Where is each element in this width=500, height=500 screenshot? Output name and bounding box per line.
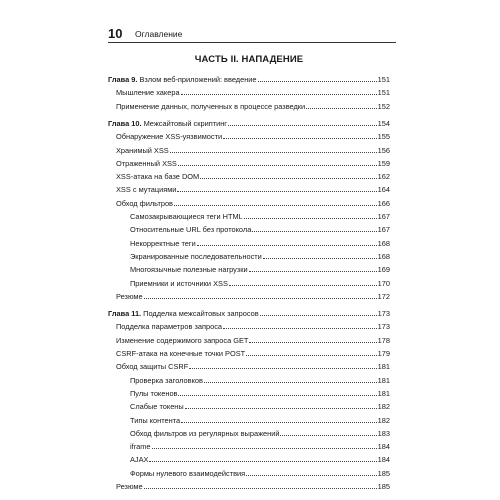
toc-subsection-entry — [108, 440, 390, 451]
toc-page-number: 167 — [377, 225, 390, 235]
toc-subsection-entry — [108, 263, 390, 274]
toc-entry-title — [116, 185, 176, 194]
toc-entry-title — [130, 469, 245, 478]
part-title: ЧАСТЬ II. НАПАДЕНИЕ — [194, 54, 304, 65]
toc-page-number: 181 — [377, 388, 390, 398]
dot-leader — [178, 395, 376, 396]
dot-leader — [197, 245, 377, 246]
toc-entry-text: Обнаружение XSS-уязвимости — [116, 132, 223, 142]
toc-entry-text: Отраженный XSS — [116, 158, 177, 168]
toc-entry-title — [108, 309, 259, 318]
dot-leader — [181, 94, 377, 95]
toc-entry-title — [116, 132, 222, 141]
toc-entry-title — [130, 389, 177, 398]
toc-page-number: 172 — [377, 291, 390, 301]
toc-subsection-entry — [108, 374, 390, 385]
toc-page-number: 151 — [377, 75, 390, 84]
toc-page-number: 169 — [377, 265, 390, 275]
toc-page-number: 178 — [377, 335, 390, 345]
dot-leader — [204, 382, 377, 383]
dot-leader — [144, 488, 377, 489]
toc-page-number: 184 — [377, 442, 390, 452]
toc-entry-text: Приемники и источники XSS — [130, 278, 228, 288]
toc-subsection-entry — [108, 427, 390, 438]
toc-entry-text: Пулы токенов — [130, 388, 178, 398]
toc-page-number: 168 — [377, 251, 390, 261]
toc-subsection-entry — [108, 277, 390, 288]
dot-leader — [178, 165, 377, 166]
toc-entry-title — [108, 75, 257, 84]
toc-page-number: 154 — [377, 118, 390, 128]
toc-page-number: 168 — [377, 238, 390, 248]
dot-leader — [246, 355, 376, 356]
toc-page-number: 159 — [377, 158, 390, 168]
toc-page-number: 184 — [377, 455, 390, 465]
toc-section-entry — [108, 144, 390, 155]
toc-entry-text: Изменение содержимого запроса GET — [116, 335, 249, 345]
toc-entry-title — [130, 402, 184, 411]
toc-subsection-entry — [108, 250, 390, 261]
toc-section-entry — [108, 197, 390, 208]
toc-section-entry — [108, 170, 390, 181]
dot-leader — [244, 218, 377, 219]
toc-entry-text: Резюме — [116, 482, 143, 491]
toc-entry-text: AJAX — [130, 455, 149, 465]
toc-chapter-entry — [108, 73, 390, 84]
toc-page-number: 173 — [377, 309, 390, 319]
toc-entry-title — [116, 88, 180, 97]
toc-page-number: 170 — [377, 278, 390, 288]
toc-page-number: 156 — [377, 145, 390, 155]
toc-entry-title — [130, 279, 228, 288]
running-header — [108, 27, 396, 43]
toc-entry-text: Резюме — [116, 291, 143, 301]
toc-page-number: 151 — [377, 88, 390, 98]
toc-page-number: 162 — [377, 172, 390, 182]
dot-leader — [306, 108, 376, 109]
toc-entry-text: Слабые токены — [130, 402, 184, 412]
toc-page-number: 181 — [377, 375, 390, 385]
toc-subsection-entry — [108, 223, 390, 234]
running-header-title: Оглавление — [135, 29, 183, 39]
toc-page-number: 185 — [377, 468, 390, 478]
toc-chapter-entry — [108, 307, 390, 318]
toc-entry-text: CSRF-атака на конечные точки POST — [116, 349, 246, 358]
toc-page-number: 166 — [377, 198, 390, 208]
toc-entry-title — [116, 322, 222, 331]
toc-subsection-entry — [108, 467, 390, 478]
dot-leader — [189, 368, 376, 369]
toc-entry-text: XSS-атака на базе DOM — [116, 172, 200, 182]
toc-subsection-entry — [108, 400, 390, 411]
dot-leader — [280, 435, 376, 436]
dot-leader — [144, 298, 377, 299]
toc-section-entry — [108, 183, 390, 194]
toc-section-entry — [108, 320, 390, 331]
toc-entry-text: Хранимый XSS — [116, 145, 169, 155]
toc-section-entry — [108, 360, 390, 371]
toc-page-number: 181 — [377, 362, 390, 372]
toc-page-number: 164 — [377, 185, 390, 195]
toc-chapter-entry — [108, 117, 390, 128]
dot-leader — [152, 448, 377, 449]
toc-subsection-entry — [108, 210, 390, 221]
toc-section-entry — [108, 334, 390, 345]
toc-entry-title — [130, 442, 151, 451]
toc-entry-text: Подделка параметров запроса — [116, 322, 223, 332]
toc-section-entry — [108, 130, 390, 141]
toc-entry-title — [116, 172, 199, 181]
toc-page-number: 182 — [377, 402, 390, 412]
dot-leader — [258, 81, 377, 82]
toc-entry-title — [116, 159, 177, 168]
toc-entry-title — [130, 252, 262, 261]
toc-section-entry — [108, 100, 390, 111]
toc-chapter-label: Глава 9. — [108, 75, 138, 84]
toc-page-number: 179 — [377, 349, 390, 358]
toc-page-number: 183 — [377, 428, 390, 438]
toc-entry-text: Подделка межсайтовых запросов — [141, 309, 259, 319]
toc-page-number: 185 — [377, 482, 390, 491]
toc-subsection-entry — [108, 237, 390, 248]
toc-entry-title — [130, 416, 180, 425]
toc-page-number: 173 — [377, 322, 390, 332]
toc-entry-text: Многоязычные полезные нагрузки — [130, 265, 248, 275]
toc-entry-title — [116, 482, 143, 491]
toc-section-entry — [108, 86, 390, 97]
toc-page-number: 182 — [377, 415, 390, 425]
toc-page-number: 167 — [377, 212, 390, 221]
toc-page-number: 155 — [377, 132, 390, 142]
toc-entry-title — [108, 119, 227, 128]
dot-leader — [181, 422, 377, 423]
toc-page-number: 152 — [377, 101, 390, 111]
toc-entry-title — [130, 376, 203, 385]
toc-entry-text: Формы нулевого взаимодействия — [130, 468, 246, 478]
toc-entry-title — [130, 265, 248, 274]
header-divider — [108, 42, 396, 43]
toc-section-entry — [108, 347, 390, 358]
toc-entry-text: Межсайтовый скриптинг — [141, 118, 228, 128]
toc-entry-title — [130, 225, 251, 234]
dot-leader — [149, 461, 376, 462]
toc-subsection-entry — [108, 453, 390, 464]
toc-subsection-entry — [108, 414, 390, 425]
toc-entry-text: Экранированные последовательности — [130, 251, 262, 261]
dot-leader — [223, 328, 377, 329]
dot-leader — [249, 271, 377, 272]
toc-entry-title — [130, 429, 279, 438]
toc-entry-text: Типы контента — [130, 415, 181, 425]
toc-entry-title — [116, 362, 188, 371]
toc-chapter-label: Глава 10. — [108, 118, 142, 128]
toc-entry-text: Проверка заголовков — [130, 375, 203, 385]
toc-entry-title — [116, 199, 173, 208]
toc-section-entry — [108, 157, 390, 168]
toc-subsection-entry — [108, 387, 390, 398]
dot-leader — [185, 408, 377, 409]
toc-entry-text: Относительные URL без протокола — [130, 225, 252, 235]
dot-leader — [249, 342, 376, 343]
toc-entry-title — [130, 455, 148, 464]
toc-entry-text: Взлом веб-приложений: введение — [137, 75, 257, 84]
toc-entry-title — [116, 146, 169, 155]
toc-entry-title — [130, 239, 196, 248]
toc-entry-title — [130, 212, 243, 221]
toc-entry-text: Обход фильтров из регулярных выражений — [130, 428, 280, 438]
toc-entry-text: XSS с мутациями — [116, 185, 177, 195]
dot-leader — [252, 231, 376, 232]
toc-entry-title — [116, 349, 245, 358]
toc-entry-text: Обход защиты CSRF — [116, 362, 189, 372]
toc-chapter-label: Глава 11. — [108, 309, 142, 319]
toc-entry-title — [116, 336, 248, 345]
toc-entry-title — [116, 102, 305, 111]
toc-entry-text: Самозакрывающиеся теги HTML — [130, 212, 243, 221]
dot-leader — [177, 191, 376, 192]
dot-leader — [200, 178, 376, 179]
toc-entry-text: Обход фильтров — [116, 198, 173, 208]
toc-entry-title — [116, 292, 143, 301]
dot-leader — [260, 315, 377, 316]
toc-section-entry — [108, 290, 390, 301]
toc-entry-text: Мышление хакера — [116, 88, 180, 98]
dot-leader — [170, 152, 377, 153]
dot-leader — [246, 475, 376, 476]
dot-leader — [174, 205, 377, 206]
toc-entry-text: Применение данных, полученных в процессе разведки — [116, 101, 306, 111]
dot-leader — [229, 285, 377, 286]
toc-entry-text: iframe — [130, 442, 151, 452]
page-number: 10 — [108, 26, 123, 41]
dot-leader — [223, 138, 377, 139]
toc-section-entry — [108, 480, 390, 491]
dot-leader — [228, 125, 377, 126]
dot-leader — [263, 258, 377, 259]
toc-entry-text: Некорректные теги — [130, 238, 196, 248]
